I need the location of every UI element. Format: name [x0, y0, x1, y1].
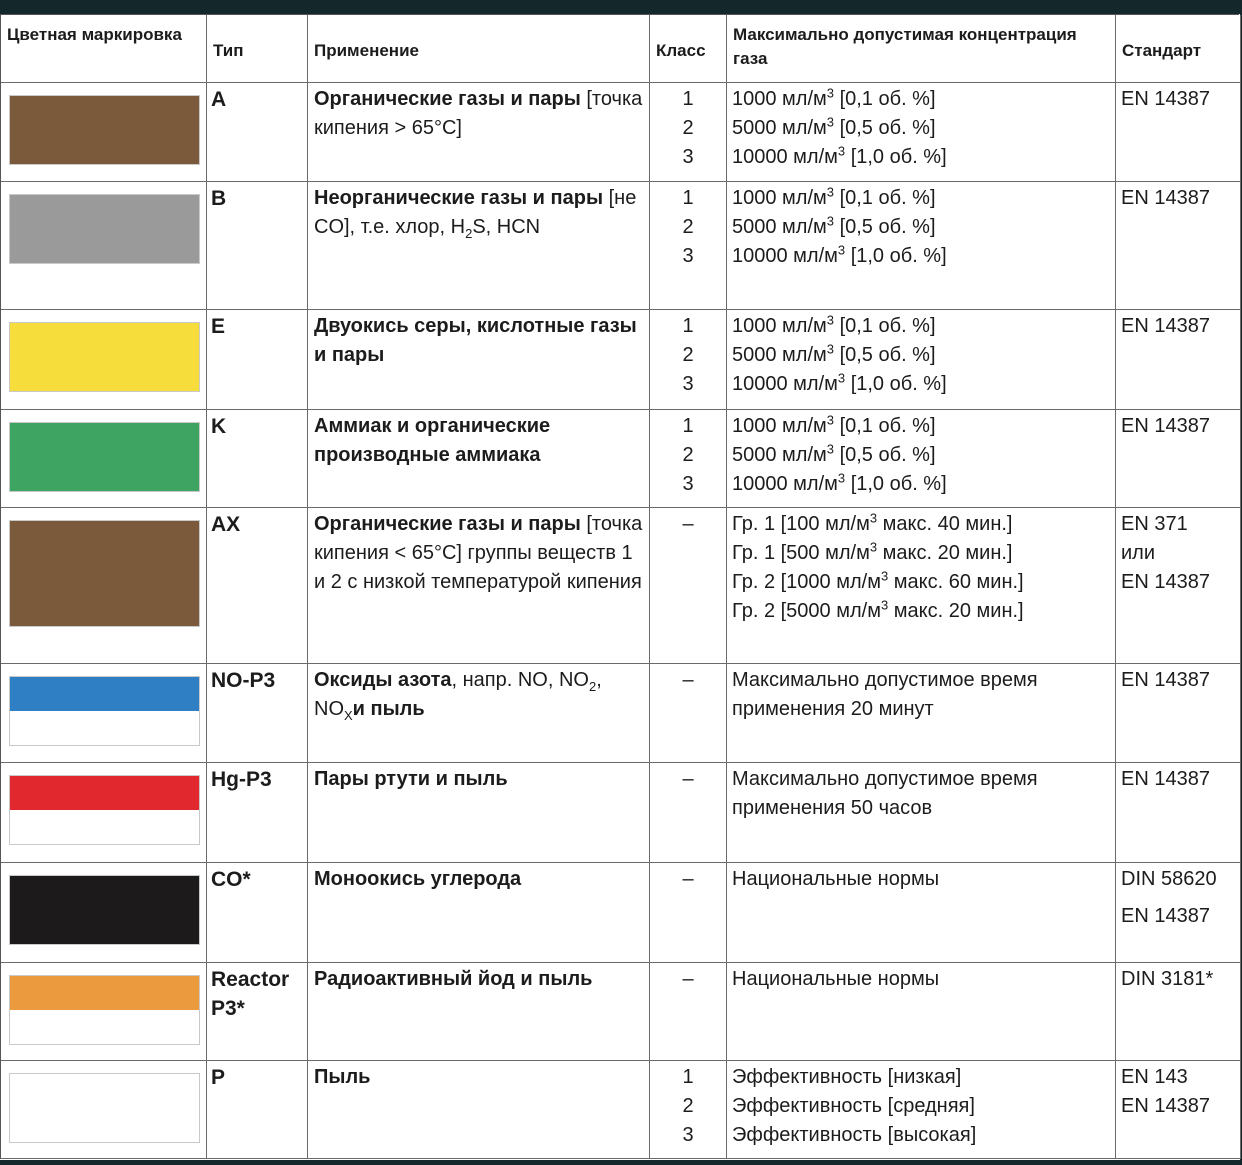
color-swatch-cell: [1, 83, 207, 182]
header-color: Цветная маркировка: [1, 15, 207, 83]
filter-type: K: [207, 410, 308, 508]
concentration-percent: [0,1 об. %]: [834, 415, 936, 437]
standard: [1116, 963, 1241, 1061]
standard-value: EN 143: [1121, 1066, 1188, 1088]
class-value: 2: [682, 444, 694, 466]
standard-value: DIN 58620: [1121, 868, 1217, 890]
application-detail: [точка кипения < 65°C] группы веществ 1 и 2 с низкой температурой кипения: [314, 513, 643, 593]
standard: [1116, 863, 1241, 963]
concentration-percent: [1,0 об. %]: [845, 146, 947, 168]
concentration-line: [732, 213, 1110, 242]
color-swatch-cell: [1, 310, 207, 410]
max-concentration: [727, 763, 1116, 863]
class-value: 3: [682, 473, 694, 495]
application-bold: Моноокись углерода: [314, 868, 522, 890]
standard: [1116, 1061, 1241, 1159]
header-class: Класс: [650, 15, 727, 83]
filter-application: [308, 83, 650, 182]
filter-application: [308, 963, 650, 1061]
concentration-exponent: 3: [826, 312, 835, 328]
standard-value: EN 14387: [1121, 669, 1210, 691]
concentration-exponent: 3: [869, 510, 878, 526]
filter-class: [650, 182, 727, 310]
class-value: 1: [682, 88, 694, 110]
color-swatch-band: [10, 876, 199, 944]
concentration-line: [732, 510, 1110, 539]
filter-class: [650, 863, 727, 963]
color-swatch: [9, 520, 200, 627]
class-value: 1: [682, 1066, 694, 1088]
concentration-value: 10000 мл/м: [732, 373, 838, 395]
max-concentration: [727, 863, 1116, 963]
application-bold: Двуокись серы, кислотные газы и пары: [314, 315, 637, 366]
concentration-value: 10000 мл/м: [732, 146, 838, 168]
concentration-line: [732, 470, 1110, 499]
concentration-note: Национальные нормы: [732, 868, 940, 890]
concentration-exponent: 3: [837, 242, 846, 258]
concentration-exponent: 3: [837, 370, 846, 386]
color-swatch: [9, 194, 200, 264]
color-swatch-band: [10, 1074, 199, 1142]
max-concentration: [727, 310, 1116, 410]
concentration-line: [732, 370, 1110, 399]
color-swatch: [9, 676, 200, 746]
class-value: 1: [682, 187, 694, 209]
filter-type: P: [207, 1061, 308, 1159]
filter-class: [650, 963, 727, 1061]
concentration-value: 1000 мл/м: [732, 315, 827, 337]
standard: [1116, 763, 1241, 863]
concentration-percent: макс. 60 мин.]: [888, 571, 1024, 593]
color-swatch-cell: [1, 508, 207, 664]
color-swatch-band: [10, 776, 199, 810]
color-swatch: [9, 322, 200, 392]
class-value: 3: [682, 373, 694, 395]
efficiency-line: Эффективность [низкая]: [732, 1066, 962, 1088]
color-swatch-cell: [1, 963, 207, 1061]
color-swatch: [9, 422, 200, 492]
filter-application: [308, 182, 650, 310]
filter-application: [308, 1061, 650, 1159]
filter-type: Reactor P3*: [207, 963, 308, 1061]
header-application: Применение: [308, 15, 650, 83]
concentration-percent: [1,0 об. %]: [845, 245, 947, 267]
filter-type: B: [207, 182, 308, 310]
concentration-exponent: 3: [869, 539, 878, 555]
concentration-percent: [0,1 об. %]: [834, 187, 936, 209]
standard-value: EN 14387: [1121, 571, 1210, 593]
standard-value: EN 14387: [1121, 187, 1210, 209]
concentration-value: Гр. 1 [100 мл/м: [732, 513, 870, 535]
concentration-line: [732, 412, 1110, 441]
concentration-line: [732, 441, 1110, 470]
class-value: 3: [682, 245, 694, 267]
application-bold: Оксиды азота: [314, 669, 452, 691]
standard: [1116, 182, 1241, 310]
max-concentration: [727, 508, 1116, 664]
application-detail: [точка кипения > 65°C]: [314, 88, 643, 139]
concentration-exponent: 3: [826, 85, 835, 101]
application-bold: Аммиак и органические производные аммиака: [314, 415, 551, 466]
class-value: 2: [682, 344, 694, 366]
filter-class: [650, 763, 727, 863]
class-value: 2: [682, 216, 694, 238]
concentration-percent: [0,1 об. %]: [834, 315, 936, 337]
concentration-value: 1000 мл/м: [732, 187, 827, 209]
concentration-line: [732, 242, 1110, 271]
application-bold: Органические газы и пары: [314, 513, 581, 535]
filter-class: [650, 508, 727, 664]
concentration-exponent: 3: [837, 470, 846, 486]
color-swatch-band: [10, 423, 199, 491]
concentration-exponent: 3: [826, 341, 835, 357]
max-concentration: [727, 664, 1116, 763]
application-bold: Пыль: [314, 1066, 371, 1088]
efficiency-line: Эффективность [высокая]: [732, 1124, 977, 1146]
filter-application: [308, 763, 650, 863]
concentration-exponent: 3: [826, 213, 835, 229]
concentration-note: Максимально допустимое время применения 50 часов: [732, 768, 1038, 819]
standard: [1116, 664, 1241, 763]
concentration-percent: [0,5 об. %]: [834, 117, 936, 139]
filter-type: NO-P3: [207, 664, 308, 763]
standard: [1116, 83, 1241, 182]
standard-value: EN 14387: [1121, 905, 1210, 927]
max-concentration: [727, 410, 1116, 508]
color-swatch: [9, 775, 200, 845]
color-swatch: [9, 1073, 200, 1143]
application-detail-tail: , NO: [314, 669, 602, 720]
concentration-percent: [1,0 об. %]: [845, 473, 947, 495]
application-bold: Радиоактивный йод и пыль: [314, 968, 593, 990]
color-swatch: [9, 95, 200, 165]
filter-marking-table: [0, 14, 1239, 1159]
concentration-line: [732, 539, 1110, 568]
concentration-percent: макс. 40 мин.]: [877, 513, 1013, 535]
color-swatch-band: [10, 323, 199, 391]
concentration-value: Гр. 2 [5000 мл/м: [732, 600, 881, 622]
standard-value: EN 14387: [1121, 415, 1210, 437]
color-swatch-band: [10, 96, 199, 164]
class-value: 3: [682, 1124, 694, 1146]
color-swatch-band: [10, 521, 199, 626]
concentration-percent: [0,5 об. %]: [834, 444, 936, 466]
concentration-note: Национальные нормы: [732, 968, 940, 990]
filter-application: [308, 310, 650, 410]
application-bold: и пыль: [352, 698, 425, 720]
filter-application: [308, 508, 650, 664]
standard: [1116, 508, 1241, 664]
class-value: –: [682, 669, 694, 691]
standard-value: EN 14387: [1121, 768, 1210, 790]
concentration-exponent: 3: [880, 597, 889, 613]
application-subscript: 2: [588, 679, 597, 694]
class-value: –: [682, 513, 694, 535]
concentration-line: [732, 143, 1110, 172]
filter-class: [650, 664, 727, 763]
concentration-line: [732, 312, 1110, 341]
filter-type: Hg-P3: [207, 763, 308, 863]
concentration-value: 1000 мл/м: [732, 415, 827, 437]
concentration-note: Максимально допустимое время применения 20 минут: [732, 669, 1038, 720]
application-subscript: X: [344, 708, 353, 723]
header-concentration: Максимально допустимая концентрация газа: [727, 15, 1116, 83]
filter-type: A: [207, 83, 308, 182]
color-swatch-cell: [1, 763, 207, 863]
application-bold: Неорганические газы и пары: [314, 187, 604, 209]
application-detail-tail: S, HCN: [472, 216, 541, 238]
color-swatch-band: [10, 195, 199, 263]
filter-type: E: [207, 310, 308, 410]
concentration-value: 5000 мл/м: [732, 117, 827, 139]
class-value: 3: [682, 146, 694, 168]
color-swatch-cell: [1, 1061, 207, 1159]
application-bold: Пары ртути и пыль: [314, 768, 508, 790]
concentration-value: 5000 мл/м: [732, 444, 827, 466]
concentration-percent: [1,0 об. %]: [845, 373, 947, 395]
standard-value: DIN 3181*: [1121, 968, 1214, 990]
max-concentration: [727, 963, 1116, 1061]
class-value: 2: [682, 1095, 694, 1117]
color-swatch-cell: [1, 182, 207, 310]
color-swatch-cell: [1, 863, 207, 963]
filter-class: [650, 1061, 727, 1159]
filter-class: [650, 83, 727, 182]
class-value: –: [682, 868, 694, 890]
color-swatch-cell: [1, 410, 207, 508]
header-standard: Стандарт: [1116, 15, 1241, 83]
standard-value: или: [1121, 542, 1156, 564]
filter-type: AX: [207, 508, 308, 664]
filter-type: CO*: [207, 863, 308, 963]
concentration-percent: [0,5 об. %]: [834, 216, 936, 238]
concentration-exponent: 3: [826, 412, 835, 428]
class-value: –: [682, 968, 694, 990]
concentration-value: Гр. 1 [500 мл/м: [732, 542, 870, 564]
class-value: 1: [682, 415, 694, 437]
concentration-value: 5000 мл/м: [732, 216, 827, 238]
filter-class: [650, 310, 727, 410]
standard-value: EN 14387: [1121, 315, 1210, 337]
filter-class: [650, 410, 727, 508]
concentration-value: 1000 мл/м: [732, 88, 827, 110]
concentration-percent: макс. 20 мин.]: [888, 600, 1024, 622]
concentration-line: [732, 114, 1110, 143]
color-swatch-band: [10, 677, 199, 711]
concentration-line: [732, 597, 1110, 626]
concentration-line: [732, 85, 1110, 114]
class-value: –: [682, 768, 694, 790]
color-swatch-cell: [1, 664, 207, 763]
concentration-value: 5000 мл/м: [732, 344, 827, 366]
class-value: 2: [682, 117, 694, 139]
standard-value: EN 371: [1121, 513, 1188, 535]
concentration-percent: [0,1 об. %]: [834, 88, 936, 110]
concentration-percent: макс. 20 мин.]: [877, 542, 1013, 564]
standard-value: EN 14387: [1121, 1095, 1210, 1117]
color-swatch-band: [10, 976, 199, 1010]
standard-value: EN 14387: [1121, 88, 1210, 110]
header-type: Тип: [207, 15, 308, 83]
concentration-exponent: 3: [826, 184, 835, 200]
application-detail: [не CO], т.е. хлор, H: [314, 187, 637, 238]
application-subscript: 2: [465, 226, 473, 241]
max-concentration: [727, 182, 1116, 310]
class-value: 1: [682, 315, 694, 337]
concentration-value: 10000 мл/м: [732, 245, 838, 267]
application-bold: Органические газы и пары: [314, 88, 581, 110]
concentration-line: [732, 568, 1110, 597]
concentration-exponent: 3: [826, 114, 835, 130]
application-detail: , напр. NO, NO: [451, 669, 589, 691]
concentration-exponent: 3: [837, 143, 846, 159]
max-concentration: [727, 1061, 1116, 1159]
concentration-value: 10000 мл/м: [732, 473, 838, 495]
concentration-line: [732, 341, 1110, 370]
color-swatch: [9, 875, 200, 945]
standard: [1116, 410, 1241, 508]
filter-application: [308, 664, 650, 763]
standard: [1116, 310, 1241, 410]
efficiency-line: Эффективность [средняя]: [732, 1095, 975, 1117]
color-swatch: [9, 975, 200, 1045]
filter-table-frame: [0, 14, 1240, 1160]
filter-application: [308, 863, 650, 963]
filter-application: [308, 410, 650, 508]
concentration-percent: [0,5 об. %]: [834, 344, 936, 366]
concentration-exponent: 3: [880, 568, 889, 584]
concentration-line: [732, 184, 1110, 213]
concentration-exponent: 3: [826, 441, 835, 457]
concentration-value: Гр. 2 [1000 мл/м: [732, 571, 881, 593]
max-concentration: [727, 83, 1116, 182]
